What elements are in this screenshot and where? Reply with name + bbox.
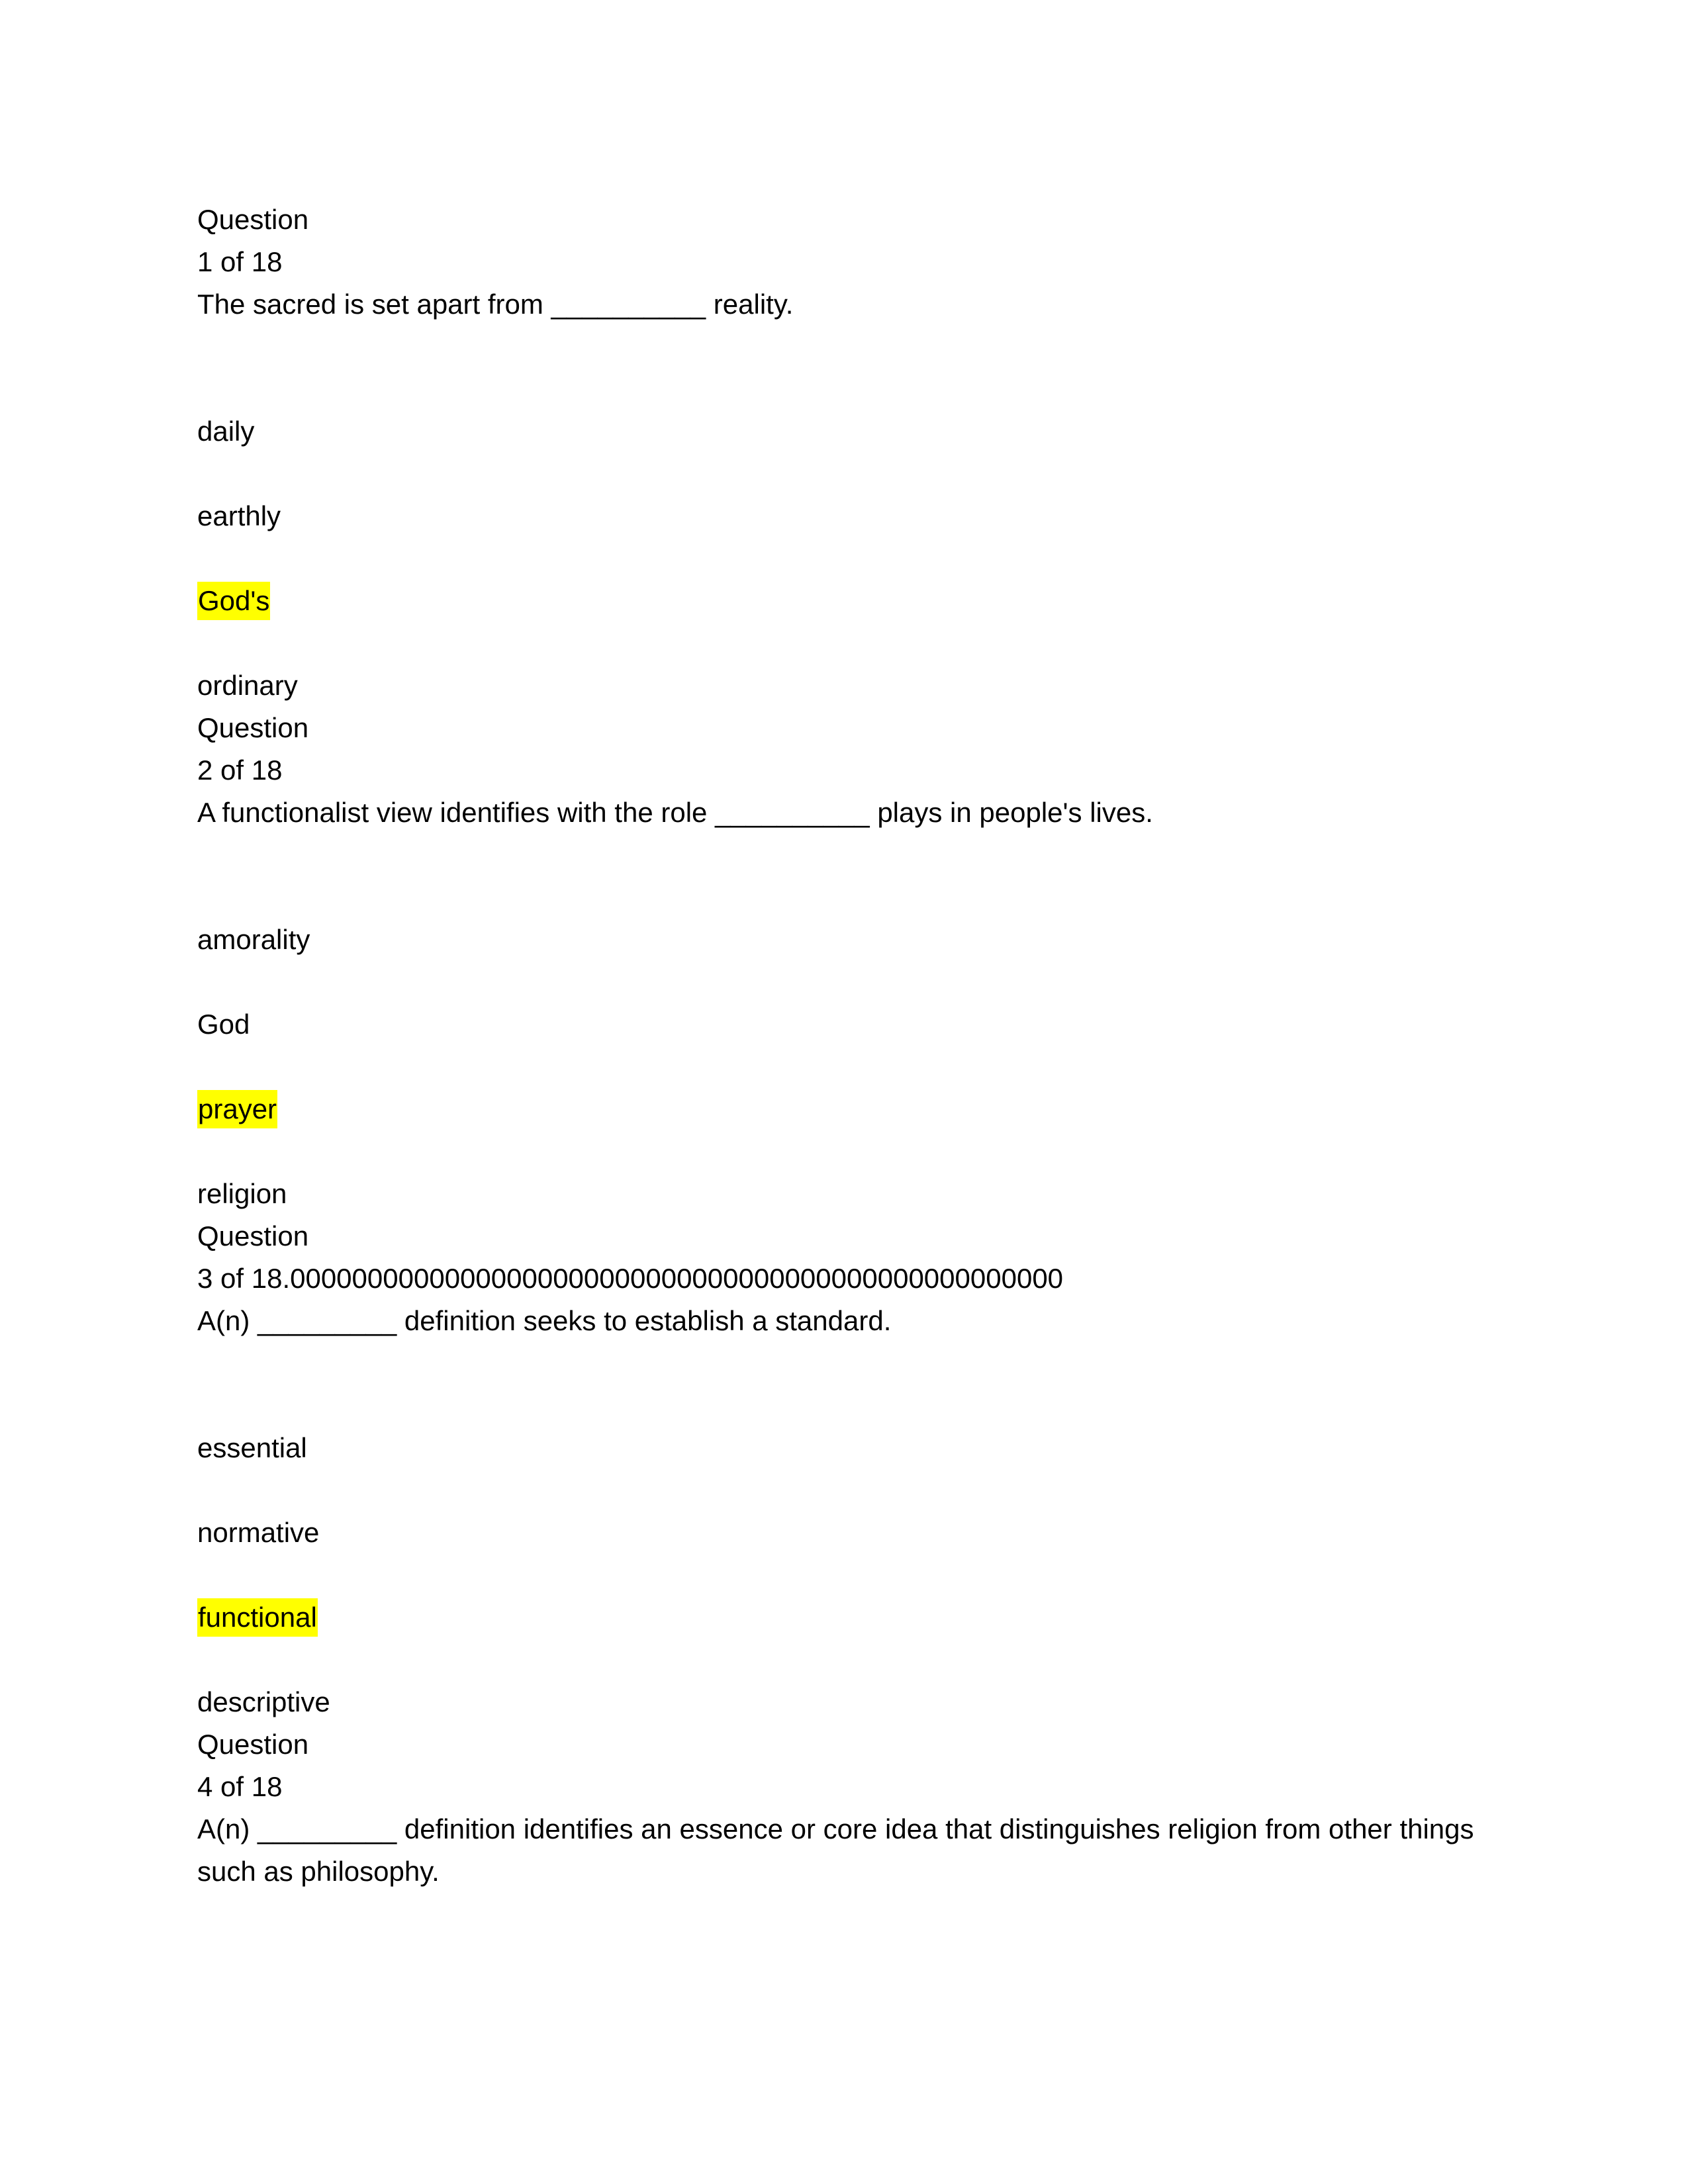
question-prompt: The sacred is set apart from __________ reality.	[197, 289, 794, 320]
answer-option: amorality	[197, 924, 310, 955]
question-number: 1 of 18	[197, 246, 283, 277]
spacer	[197, 1130, 1495, 1173]
question-block-3	[197, 1215, 1495, 1723]
spacer	[197, 1554, 1495, 1596]
question-prompt: A(n) _________ definition identifies an essence or core idea that distinguishes religion from other things such as philosophy.	[197, 1813, 1474, 1887]
answer-option: normative	[197, 1517, 320, 1548]
spacer	[197, 961, 1495, 1003]
spacer	[197, 1342, 1495, 1427]
question-prompt: A functionalist view identifies with the role __________ plays in people's lives.	[197, 797, 1153, 828]
question-block-4	[197, 1723, 1495, 1893]
question-block-1	[197, 199, 1495, 707]
answer-option: religion	[197, 1178, 287, 1209]
question-number: 2 of 18	[197, 754, 283, 786]
question-label: Question	[197, 712, 309, 743]
answer-option-row	[197, 1088, 1495, 1130]
spacer	[197, 1046, 1495, 1088]
spacer	[197, 1639, 1495, 1681]
spacer	[197, 1469, 1495, 1512]
answer-option: ordinary	[197, 670, 298, 701]
question-number: 4 of 18	[197, 1771, 283, 1802]
quiz-content	[197, 199, 1495, 1893]
question-prompt: A(n) _________ definition seeks to establish a standard.	[197, 1305, 892, 1336]
answer-option: essential	[197, 1432, 307, 1463]
spacer	[197, 834, 1495, 919]
spacer	[197, 537, 1495, 580]
answer-option: God	[197, 1009, 250, 1040]
question-number: 3 of 18.00000000000000000000000000000000000000000000000000	[197, 1263, 1064, 1294]
question-label: Question	[197, 204, 309, 235]
answer-option-row	[197, 580, 1495, 622]
spacer	[197, 326, 1495, 410]
highlighted-answer-option: God's	[197, 582, 270, 620]
answer-option-row	[197, 1596, 1495, 1639]
question-label: Question	[197, 1729, 309, 1760]
question-label: Question	[197, 1220, 309, 1251]
highlighted-answer-option: functional	[197, 1598, 318, 1637]
question-block-2	[197, 707, 1495, 1215]
answer-option: descriptive	[197, 1686, 330, 1717]
spacer	[197, 453, 1495, 495]
answer-option: daily	[197, 416, 255, 447]
answer-option: earthly	[197, 500, 281, 531]
spacer	[197, 622, 1495, 664]
highlighted-answer-option: prayer	[197, 1090, 277, 1128]
